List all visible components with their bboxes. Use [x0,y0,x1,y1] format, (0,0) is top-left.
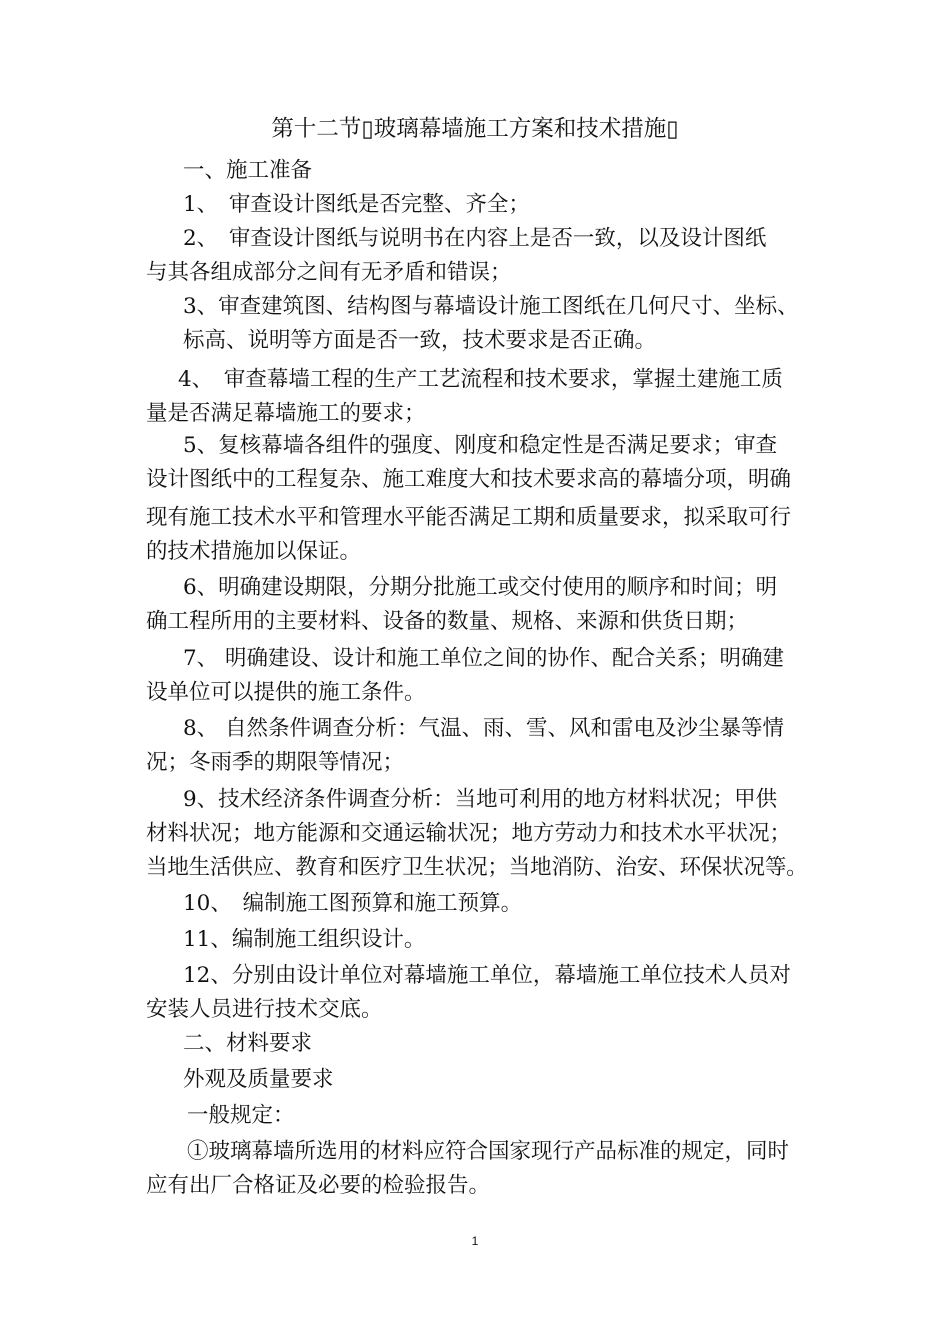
subheading: 一般规定： [187,1103,295,1128]
paragraph-line: 11、编制施工组织设计。 [183,927,426,952]
paragraph-line: 当地生活供应、教育和医疗卫生状况；当地消防、治安、环保状况等。 [146,855,808,880]
paragraph-line: 6、明确建设期限，分期分批施工或交付使用的顺序和时间；明 [183,575,778,600]
paragraph-line: 9、技术经济条件调查分析：当地可利用的地方材料状况；甲供 [183,787,778,812]
paragraph-line: 标高、说明等方面是否一致，技术要求是否正确。 [183,328,657,353]
paragraph-line: ①玻璃幕墙所选用的材料应符合国家现行产品标准的规定，同时 [187,1139,790,1164]
paragraph-line: 1、 审查设计图纸是否完整、齐全； [183,192,530,217]
paragraph-line: 2、 审查设计图纸与说明书在内容上是否一致，以及设计图纸 [183,226,767,251]
paragraph-line: 12、分别由设计单位对幕墙施工单位，幕墙施工单位技术人员对 [183,963,791,988]
paragraph-line: 与其各组成部分之间有无矛盾和错误； [146,260,512,285]
paragraph-line: 况；冬雨季的期限等情况； [146,750,405,775]
paragraph-line: 应有出厂合格证及必要的检验报告。 [146,1173,491,1198]
paragraph-line: 4、 审查幕墙工程的生产工艺流程和技术要求，掌握土建施工质 [178,367,783,392]
paragraph-line: 设计图纸中的工程复杂、施工难度大和技术要求高的幕墙分项，明确 [146,467,792,492]
paragraph-line: 7、 明确建设、设计和施工单位之间的协作、配合关系；明确建 [183,646,785,671]
paragraph-line: 量是否满足幕墙施工的要求； [146,401,426,426]
paragraph-line: 的技术措施加以保证。 [146,539,362,564]
paragraph-line: 3、审查建筑图、结构图与幕墙设计施工图纸在几何尺寸、坐标、 [183,294,799,319]
paragraph-line: 设单位可以提供的施工条件。 [146,680,426,705]
paragraph-line: 现有施工技术水平和管理水平能否满足工期和质量要求，拟采取可行 [146,505,792,530]
paragraph-line: 5、复核幕墙各组件的强度、刚度和稳定性是否满足要求；审查 [183,433,778,458]
paragraph-line: 安装人员进行技术交底。 [146,997,383,1022]
page-title: 第十二节▯玻璃幕墙施工方案和技术措施▯ [271,116,679,142]
paragraph-line: 10、 编制施工图预算和施工预算。 [183,891,523,916]
section-heading: 一、施工准备 [183,158,313,183]
paragraph-line: 8、 自然条件调查分析：气温、雨、雪、风和雷电及沙尘暴等情 [183,716,785,741]
subheading: 外观及质量要求 [183,1067,334,1092]
page-number: 1 [471,1234,479,1248]
paragraph-line: 材料状况；地方能源和交通运输状况；地方劳动力和技术水平状况； [146,821,792,846]
paragraph-line: 确工程所用的主要材料、设备的数量、规格、来源和供货日期； [146,609,749,634]
section-heading: 二、材料要求 [183,1031,313,1056]
